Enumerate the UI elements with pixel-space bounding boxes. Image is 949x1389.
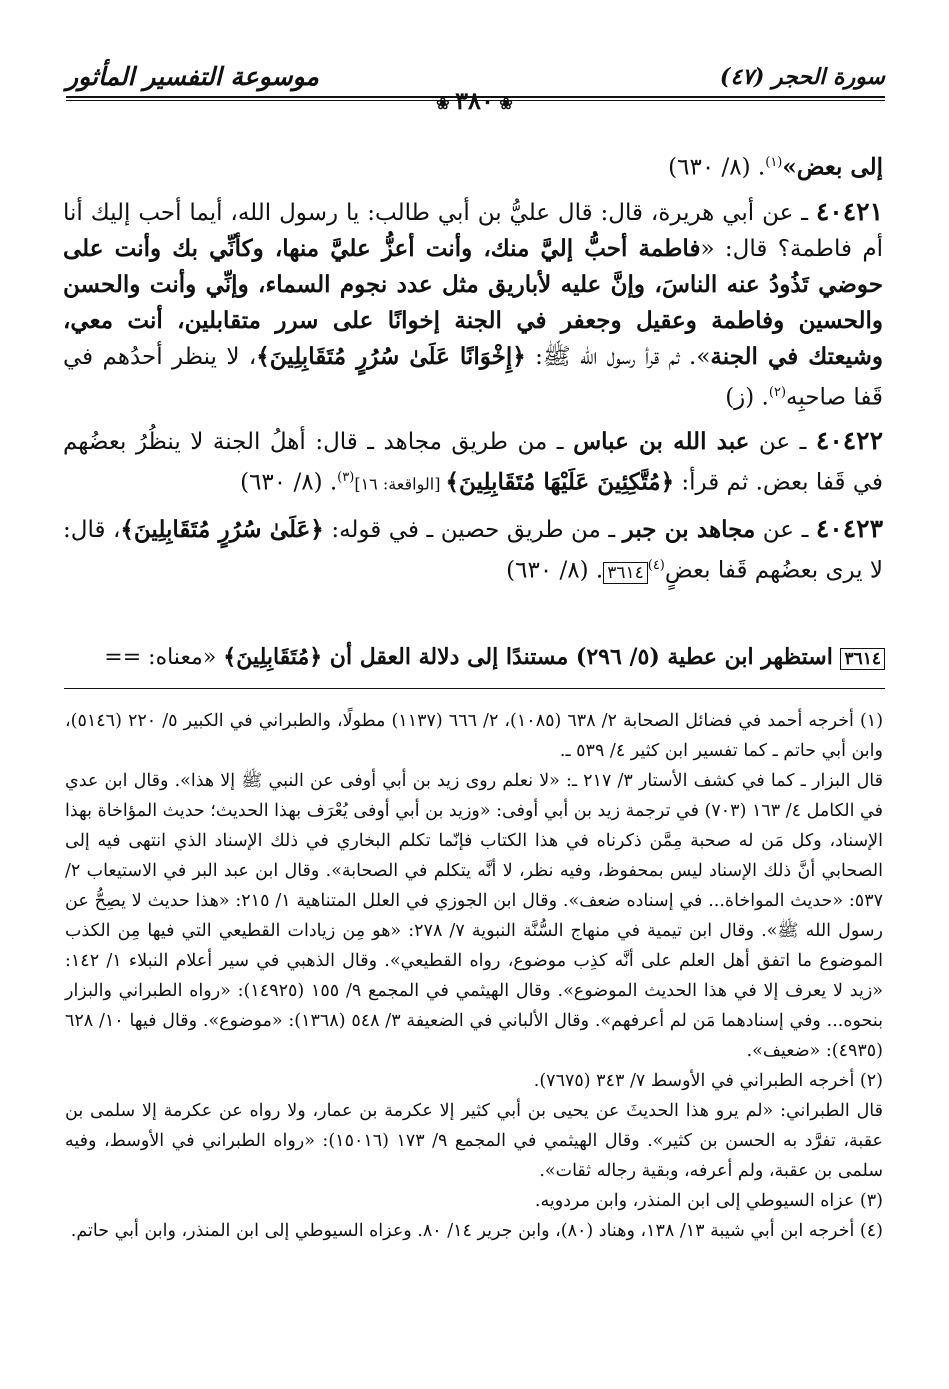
footnotes [65,706,883,1246]
footnote-2: (٢) أخرجه الطبراني في الأوسط ٧/ ٣٤٣ (٧٦٧٥). [533,1071,883,1091]
footnote-1: (١) أخرجه أحمد في فضائل الصحابة ٢/ ٦٣٨ (١٠٨٥)، ٢/ ٦٦٦ (١١٣٧) مطولًا، والطبراني في الكبير ٥/ ٢٢٠ (٥١٤٦)، وابن أبي حاتم ـ كما تفسير ابن كثير ٤/ ٥٣٩ ـ. [65,711,884,761]
quran-verse: ﴿مُتَّكِئِينَ عَلَيْهَا مُتَقَابِلِينَ﴾ [445,468,675,496]
page-number: ❀ ٣٨٠ ❀ [436,86,513,115]
footnote-3: (٣) عزاه السيوطي إلى ابن المنذر، وابن مردويه. [534,1191,883,1211]
paragraph-continuation: إلى بعض»$^{(١)}$. (٨/ ٦٣٠) [668,153,883,181]
ornament-icon: ❀ [436,94,456,113]
hadith-40421: ٤٠٤٢١ ـ عن أبي هريرة، قال: قال عليُّ بن أبي طالب: يا رسول الله، أيما أحب إليك أنا أم فاطمة؟ قال: «فاطمة أحبُّ إليَّ منك، وأنت أعزُّ عليَّ منها، وكأنِّي بك وأنت على حوضي تَذُودُ عنه الناسَ، وإنَّ عليه لأباريق مثل عدد نجوم السماء، وإنِّي وأنت والحسن والحسين وفاطمة وعقيل وجعفر في الجنة إخوانًا على سرر متقابلين، أنت معي، وشيعتك في الجنة». ثم قرأ رسول الله ﷺ: ﴿إِخْوَانًا عَلَىٰ سُرُرٍ مُتَقَابِلِينَ﴾، لا ينظر أحدُهم في قَفا صاحبِه$^{(٢)}$. (ز) [63,196,884,411]
hadith-number: ٤٠٤٢٢ [815,426,884,456]
main-text [63,145,883,599]
hadith-40422: ٤٠٤٢٢ ـ عن عبد الله بن عباس ـ من طريق مجاهد ـ قال: أهلُ الجنة لا ينظُرُ بعضُهم في قَفا بعض. ثم قرأ: ﴿مُتَّكِئِينَ عَلَيْهَا مُتَقَابِلِينَ﴾ [الواقعة: ١٦]$^{(٣)}$. (٨/ ٦٣٠) [63,426,884,496]
hadith-number: ٤٠٤٢٣ [815,513,883,543]
footnote-2-comment: قال الطبراني: «لم يرو هذا الحديثَ عن يحيى بن أبي كثير إلا عكرمة بن عمار، ولا رواه عن عكرمة إلا سلمى بن عقبة، تفرَّد به الحسن بن كثير». وقال الهيثمي في المجمع ٩/ ١٧٣ (١٥٠١٦): «رواه الطبراني في الأوسط، وفيه سلمى بن عقبة، ولم أعرفه، وبقية رجاله ثقات». [65,1101,883,1181]
commentary-ref-box[interactable]: ٣٦١٤ [603,562,648,584]
footnote-4: (٤) أخرجه ابن أبي شيبة ١٣/ ١٣٨، وهناد (٨٠)، وابن جرير ١٤/ ٨٠. وعزاه السيوطي إلى ابن المنذر، وابن أبي حاتم. [70,1221,883,1241]
book-title: موسوعة التفسير المأثور [66,62,319,91]
ornament-icon: ❀ [493,94,513,113]
commentary-box: ٣٦١٤ [840,648,885,670]
quran-verse: ﴿عَلَىٰ سُرُرٍ مُتَقَابِلِينَ﴾ [120,515,324,543]
commentary-note: ٣٦١٤ استظهر ابن عطية (٥/ ٢٩٦) مستندًا إلى دلالة العقل أن ﴿مُتَقَابِلِينَ﴾ «معناه: == [63,640,885,676]
hadith-number: ٤٠٤٢١ [815,196,883,226]
quran-verse: ﴿إِخْوَانًا عَلَىٰ سُرُرٍ مُتَقَابِلِينَ﴾ [256,342,526,370]
footnote-separator [64,688,885,689]
hadith-40423: ٤٠٤٢٣ ـ عن مجاهد بن جبر ـ من طريق حصين ـ في قوله: ﴿عَلَىٰ سُرُرٍ مُتَقَابِلِينَ﴾، قال: لا يرى بعضُهم قَفا بعضٍ$^{(٤)}$٣٦١٤. (٨/ ٦٣٠) [63,513,883,584]
surah-label: سورة الحجر (٤٧) [719,64,885,90]
footnote-1-comment: قال البزار ـ كما في كشف الأستار ٣/ ٢١٧ ـ: «لا نعلم روى زيد بن أبي أوفى عن النبي ﷺ إلا هذا». وقال ابن عدي في الكامل ٤/ ١٦٣ (٧٠٣) في ترجمة زيد بن أبي أوفى: «وزيد بن أبي أوفى يُعْرَف بهذا الحديث؛ حديث المؤاخاة بهذا الإسناد، وكل مَن له صحبة مِمَّن ذكرناه في هذا الكتاب فإنّما تكلم البخاري في ذلك الإسناد الذي انتهى فيه إلى الصحابي أنَّ ذلك الإسناد ليس بمحفوظ، وفيه نظر، لا أنَّه يتكلم في الصحابة». وقال ابن عبد البر في الاستيعاب ٢/ ٥٣٧: «حديث المواخاة... في إسناده ضعف». وقال ابن الجوزي في العلل المتناهية ١/ ٢١٥: «هذا حديث لا يصِحُّ عن رسول الله ﷺ». وقال ابن تيمية في منهاج السُّنَّة النبوية ٧/ ٢٧٨: «هو مِن زيادات القطيعي التي فيها مِن الكذب الموضوع ما اتفق أهل العلم على أنَّه كذِب موضوع، رواه القطيعي». وقال الذهبي في سير أعلام النبلاء ١/ ١٤٢: «زيد لا يعرف إلا في هذا الحديث الموضوع». وقال الهيثمي في المجمع ٩/ ١٥٥ (١٤٩٢٥): «رواه الطبراني والبزار بنحوه... وفي إسنادهما مَن لم أعرفهم». وقال الألباني في الضعيفة ٣/ ٥٤٨ (١٣٦٨): «موضوع». وقال فيها ١٠/ ٦٢٨ (٤٩٣٥): «ضعيف». [65,771,883,1061]
